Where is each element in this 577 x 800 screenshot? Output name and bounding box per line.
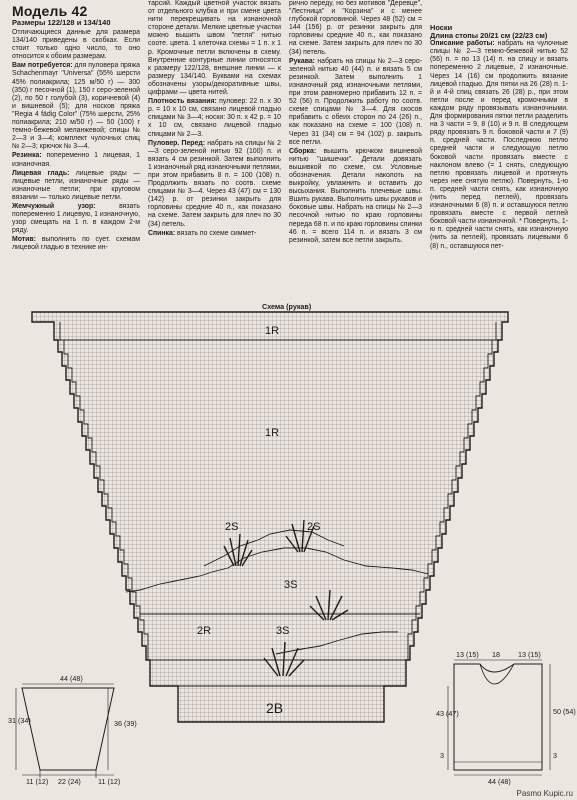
- dim-right-top-l: 13 (15): [456, 650, 479, 659]
- motif-heading: Мотив:: [12, 236, 36, 244]
- density-heading: Плотность вязания:: [148, 98, 217, 106]
- pattern-right: [436, 650, 576, 786]
- back-text: вязать по схеме симмет-: [175, 229, 257, 237]
- front-heading: Пуловер. Перед:: [148, 139, 205, 147]
- back-cont-paragraph: рично переду, но без мотивов "Деревце", "Лестница" и "Корзина" и с менее глубокой горловиной. Через 48 (52) см = 144 (156) р. от резинки закрыть для горловины средние 40 п., как показано на схеме. Затем закрыть для плеч по 30 (34) петель.: [289, 0, 422, 56]
- dim-right-bottom-l: 3: [440, 751, 444, 760]
- motif-text: выполнить по сует. схемам лицевой гладью в технике ин-: [12, 236, 140, 252]
- intarsia-paragraph: тарсий. Каждый цветной участок вязать от отдельного клубка и при смене цвета нити перекрещивать на изнаночной стороне детали. Мелкие цветные участки можно вышить швом "петля" нитью сооте. цвета. 1 клеточка схемы = 1 п. х 1 р. Кромочные петли включены в схему. Внутренние контурные линии относятся к размеру 122/128, внешние линии — к размеру 134/140. Буквами на схемах обозначены узоры/декоративные швы, цифрами — цвета нитей.: [148, 0, 281, 97]
- site-watermark: Pasmo Kupic.ru: [516, 789, 573, 798]
- mark-3s-bottom: 3S: [276, 625, 290, 637]
- density-text: пуловер: 22 п. х 30 р. = 10 х 10 см, связано лицевой гладью спицами № 3—4; носки: 30 п. х 42 р. = 10 х 10 см, связано лицевой гладью спицами № 2—3.: [148, 98, 281, 138]
- sleeve-heading: Рукава:: [289, 57, 315, 65]
- assembly-heading: Сборка:: [289, 147, 317, 155]
- dim-left-bottom-m: 22 (24): [58, 777, 81, 786]
- intro-paragraph: Отличающиеся данные для размера 134/140 приведены в скобках. Если стоит только одно число, то оно относится к обоим размерам.: [12, 29, 140, 61]
- dim-right-right: 50 (54): [553, 707, 576, 716]
- dim-right-bottom: 44 (48): [488, 777, 511, 786]
- sizes-heading: Размеры 122/128 и 134/140: [12, 18, 111, 27]
- mark-2r: 2R: [197, 625, 212, 637]
- dim-right-bottom-r: 3: [553, 751, 557, 760]
- assembly-text: вышить крючком вишневой нитью "шишечки". Детали довязать вышивкой по схеме, см. Условные обозначения. Детали наколоть на выкройку, увлажнить и оставить до высыхания. Выполнить плечевые швы. Вшить рукава. Выполнить швы рукавов и боковые швы. Набрать на спицы № 2—3 песочной нитью по краю горловины переда 68 п. и по краю горловины спинки 46 п. = всего 114 п. и вязать 3 см резинкой, затем все петли закрыть.: [289, 147, 422, 244]
- front-text: набрать на спицы № 2—3 серо-зеленой нитью 92 (100) п. и вязать 4 см резинкой. Затем выполнить 1 изнаночный ряд изнаночными петлями, при этом прибавить 8 п. = 100 (108) п. Продолжить вязать по соотв. схеме спицами № 3—4. Через 43 (47) см = 130 (142) р. от резинки закрыть для горловины средние 40 п., как показано на схеме. Затем закрыть для плеч по 30 (34) петель.: [148, 139, 281, 228]
- pearl-heading: Жемчужный узор:: [12, 202, 96, 210]
- materials-text: для пуловера пряжа Schachenmayr "Universa" (55% шерсти 45% полиакрила; 125 м/50 г) — 300 (350) г песочной (1), 150 г серо-зеленой (2), по 50 г голубой (3), коричневой (4) и вишневой (5); для носков пряжа "Regia 4 fädig Color" (75% шерсти, 25% полиакрила; 210 м/50 г) — 50 (100) г темно-бежевой меланжевой; спицы № 2—3 и 3—4; комплект чулочных спиц № 2—3; крючок № 3—4.: [12, 62, 140, 151]
- dim-left-right: 36 (39): [114, 719, 137, 728]
- foot-length: Длина стопы 20/21 см (22/23 см): [430, 31, 548, 41]
- mark-2s-left: 2S: [225, 521, 239, 533]
- rib-text: попеременно 1 лицевая, 1 изнаночная.: [12, 152, 140, 168]
- rib-heading: Резинка:: [12, 152, 42, 160]
- dim-left-left: 31 (34): [8, 716, 31, 725]
- materials-heading: Вам потребуется:: [12, 62, 73, 70]
- dim-right-top-r: 13 (15): [518, 650, 541, 659]
- mark-1r-top: 1R: [265, 325, 280, 337]
- back-heading: Спинка:: [148, 229, 176, 237]
- dim-left-top: 44 (48): [60, 674, 83, 683]
- pearl-text: вязать попеременно 1 лицевую, 1 изнаночную, узор смещать на 1 п. в каждом 2-м ряду.: [12, 202, 140, 235]
- dim-left-bottom-l: 11 (12): [26, 777, 49, 786]
- model-title: Модель 42: [12, 3, 88, 19]
- socks-title: Носки: [430, 24, 453, 32]
- socks-desc-heading: Описание работы:: [430, 40, 495, 48]
- dim-right-top-m: 18: [492, 650, 500, 659]
- dim-left-bottom-r: 11 (12): [98, 777, 121, 786]
- pattern-left: [8, 674, 137, 786]
- socks-desc-text: набрать на чулочные спицы № 2—3 темно-бежевой нитью 52 (56) п. = по 13 (14) п. на спицу и вязать попеременно 2 лицевые, 2 изнаночные. Через 14 (16) см продолжить вязание лицевой гладью. Для пятки на 26 (28) п. 1-й и 4-й спиц связать 26 (28) р., при этом петли после и перед кромочными в каждом ряду провязывать изнаночными. Для формирования пятки петли разделить на 3 части = 9, 8 (10) и 9 п. В следующем ряду провязать 9 п. боковой части и 7 (9) п. средней части. Последнюю петлю средней части и следующую петлю боковой части провязать вместе с наклоном влево (= 1 снять, следующую петлю провязать лицевой и протянуть через нее снятую петлю). Повернуть, 1-ю п. средней части снять, как изнаночную (нить перед петлей), провязать изнаночными 6 (8) п. и оставшуюся петлю провязать вместе с первой петлей боковой части изнаночной. * Повернуть, 1-ю п. средней части снять, как изнаночную (нить за петлей), провязать лицевыми 6 (8) п., оставшуюся пет-: [430, 40, 568, 250]
- face-text: лицевые ряды — лицевые петли, изнаночные ряды — изнаночные петли; при круговом вязании — только лицевые петли.: [12, 169, 140, 201]
- mark-2s-right: 2S: [307, 521, 321, 533]
- mark-3s-top: 3S: [284, 579, 298, 591]
- sleeve-text: набрать на спицы № 2—3 серо-зеленой нитью 40 (44) п. и вязать 5 см резинкой. Затем выполнить 1 изнаночный ряд изнаночными петлями, при этом равномерно прибавить 12 п. = 52 (56) п. Продолжить работу по соотв. схеме спицами № 3—4. Для скосов прибавить с обеих сторон по 24 (26) п., как показано на схеме = 100 (108) п. Через 31 (34) см = 94 (102) р. закрыть все петли.: [289, 57, 422, 146]
- schema-title: Схема (рукав): [262, 302, 312, 311]
- mark-2b: 2B: [266, 700, 284, 716]
- chart-grid: [30, 310, 510, 725]
- face-heading: Лицевая гладь:: [12, 169, 70, 177]
- mark-1r-mid: 1R: [265, 427, 280, 439]
- dim-right-left: 43 (47): [436, 709, 459, 718]
